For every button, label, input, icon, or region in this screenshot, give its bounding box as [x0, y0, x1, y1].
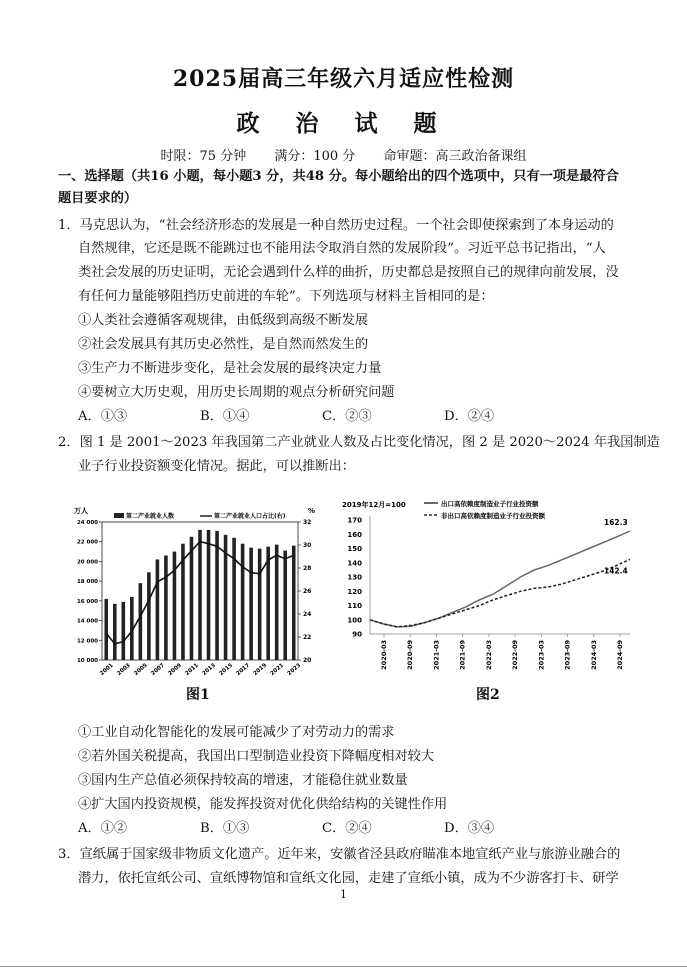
- q1-option-b[interactable]: B．①④: [200, 409, 250, 424]
- fig1-legend-bar: 第二产业就业人数: [126, 513, 175, 520]
- fig2-export-line: [370, 531, 630, 627]
- fig1-x-tick-label: 2001: [99, 662, 115, 677]
- fig1-x-tick-label: 2019: [252, 662, 269, 677]
- fig2-x-tick-label: 2021-03: [432, 640, 441, 670]
- section-heading-cont: 题目要求的）: [58, 191, 138, 206]
- fig2-y-tick-label: 120: [347, 587, 362, 596]
- fig1-right-tick-label: 32: [303, 519, 312, 526]
- fig1-right-tick-label: 28: [303, 565, 312, 572]
- fig1-left-tick-label: 14 000: [76, 618, 98, 625]
- q1-option-c[interactable]: C．②③: [322, 409, 372, 424]
- fig1-bar: [215, 531, 219, 660]
- fig2-x-tick-label: 2021-09: [458, 640, 467, 670]
- figure-2-caption: 图2: [476, 687, 500, 703]
- fig1-left-tick-label: 24 000: [76, 520, 98, 526]
- exam-meta: [0, 145, 687, 164]
- fig1-left-tick-label: 16 000: [76, 598, 98, 605]
- fig1-x-tick-label: 2023: [286, 662, 303, 677]
- fig1-right-tick-label: 20: [303, 657, 312, 664]
- q2-statement-1: ①工业自动化智能化的发展可能减少了对劳动力的需求: [78, 725, 395, 740]
- fig1-bar: [292, 546, 296, 660]
- q1-stem-line: 自然规律，它还是既不能跳过也不能用法令取消自然的发展阶段”。习近平总书记指出，“人: [78, 241, 606, 256]
- fig1-left-tick-label: 12 000: [76, 638, 98, 645]
- fig1-bar: [104, 599, 108, 660]
- q2-statement-4: ④扩大国内投资规模，能发挥投资对优化供给结构的关键性作用: [78, 797, 448, 812]
- subject-title: 政 治 试 题: [236, 110, 451, 137]
- q2-statement-3: ③国内生产总值必须保持较高的增速，才能稳住就业数量: [78, 773, 408, 788]
- q1-option-a[interactable]: A．①③: [78, 409, 128, 424]
- fig2-x-tick-label: 2023-09: [563, 640, 572, 670]
- fig2-x-tick-label: 2022-03: [484, 640, 493, 670]
- fig1-bar: [122, 602, 126, 660]
- fig1-x-tick-label: 2021: [269, 662, 286, 677]
- fig1-bar: [266, 547, 270, 660]
- full-score: 满分：100 分: [274, 149, 356, 164]
- q2-statement-2: ②若外国关税提高，我国出口型制造业投资下降幅度相对较大: [78, 749, 435, 764]
- fig1-legend-bar-swatch: [114, 513, 124, 518]
- q1-statement-2: ②社会发展具有其历史必然性，是自然而然发生的: [78, 337, 369, 352]
- fig1-legend-line: 第二产业就业人口占比(右): [214, 513, 286, 520]
- figure-1-caption: 图1: [186, 687, 210, 703]
- q1-option-d[interactable]: D．②④: [444, 409, 495, 424]
- section-heading: 一、选择题（共16 小题，每小题3 分，共48 分。每小题给出的四个选项中，只有一项是最符合: [58, 169, 619, 184]
- fig2-x-tick-label: 2020-09: [406, 640, 415, 670]
- figure-2-chart: [340, 494, 652, 680]
- q2-option-c[interactable]: C．②④: [322, 821, 372, 836]
- fig2-nonexport-line: [370, 559, 630, 627]
- fig1-x-tick-label: 2003: [116, 662, 132, 677]
- fig1-left-unit: 万人: [74, 507, 88, 515]
- fig2-export-end-label: 162.3: [604, 517, 628, 527]
- fig1-right-tick-label: 30: [303, 542, 312, 549]
- fig1-left-tick-label: 22 000: [76, 539, 98, 546]
- fig1-bar: [275, 545, 279, 660]
- fig1-bar: [198, 530, 202, 660]
- fig1-right-tick-label: 24: [303, 611, 312, 618]
- q1-stem-line: 1．马克思认为，“社会经济形态的发展是一种自然历史过程。一个社会即使探索到了本身运动的: [58, 218, 614, 233]
- fig1-right-tick-label: 22: [303, 634, 312, 641]
- fig1-x-tick-label: 2009: [167, 662, 183, 677]
- fig2-legend-nonexport: 非出口高依赖度制造业子行业投资额: [441, 512, 545, 520]
- fig2-y-tick-label: 130: [347, 573, 362, 582]
- q1-stem-line: 有任何力量能够阻挡历史前进的车轮”。下列选项与材料主旨相同的是：: [78, 289, 494, 304]
- fig2-x-tick-label: 2022-09: [511, 640, 520, 670]
- fig2-y-tick-label: 140: [347, 559, 362, 568]
- fig2-y-tick-label: 170: [347, 516, 362, 525]
- fig1-x-tick-label: 2007: [150, 662, 166, 677]
- fig2-x-tick-label: 2024-09: [616, 640, 624, 670]
- fig1-bar: [241, 544, 245, 660]
- fig2-y-tick-label: 150: [347, 545, 362, 553]
- examiner: 命审题：高三政治备课组: [383, 149, 527, 164]
- fig1-bar: [249, 548, 253, 660]
- fig2-y-tick-label: 110: [347, 602, 362, 610]
- fig1-x-tick-label: 2011: [184, 662, 200, 677]
- fig2-base-note: 2019年12月=100: [342, 501, 406, 509]
- fig2-y-tick-label: 100: [347, 616, 362, 625]
- fig1-bar: [258, 549, 262, 660]
- fig2-legend-export: 出口高依赖度制造业子行业投资额: [441, 500, 539, 508]
- fig1-bar: [283, 551, 287, 660]
- fig2-nonexport-end-label: 142.4: [604, 566, 628, 576]
- fig1-bar: [207, 530, 211, 660]
- fig1-bar: [164, 556, 168, 660]
- fig1-left-tick-label: 20 000: [76, 559, 98, 566]
- q2-stem-line: 业子行业投资额变化情况。据此，可以推断出：: [78, 459, 355, 474]
- exam-title: 2025届高三年级六月适应性检测: [172, 66, 515, 92]
- fig1-x-tick-label: 2013: [201, 662, 217, 677]
- fig1-right-unit: %: [308, 507, 316, 515]
- page-bottom-rule: [0, 966, 687, 967]
- q1-statement-3: ③生产力不断进步变化，是社会发展的最终决定力量: [78, 361, 382, 376]
- q2-stem-line: 2．图 1 是 2001～2023 年我国第二产业就业人数及占比变化情况，图 2 是 2020～2024 年我国制造: [58, 435, 660, 450]
- fig2-x-tick-label: 2023-03: [537, 640, 546, 670]
- q1-stem-line: 类社会发展的历史证明，无论会遇到什么样的曲折，历史都总是按照自己的规律向前发展，没: [78, 265, 619, 280]
- fig1-x-tick-label: 2005: [133, 662, 149, 677]
- q2-option-d[interactable]: D．③④: [444, 821, 495, 836]
- fig2-y-tick-label: 160: [347, 530, 362, 539]
- fig1-bar: [139, 583, 143, 660]
- q1-statement-1: ①人类社会遵循客观规律，由低级到高级不断发展: [78, 313, 369, 328]
- fig1-right-tick-label: 26: [303, 588, 312, 595]
- fig1-x-tick-label: 2015: [218, 662, 235, 677]
- fig1-bar: [190, 537, 194, 660]
- fig2-x-tick-label: 2024-03: [589, 640, 598, 670]
- q2-option-b[interactable]: B．①③: [200, 821, 250, 836]
- time-limit: 时限：75 分钟: [160, 149, 247, 164]
- fig1-bar: [113, 604, 117, 660]
- page-number: 1: [340, 888, 347, 901]
- fig1-bar: [156, 559, 160, 660]
- q3-stem-line: 潜力，依托宣纸公司、宣纸博物馆和宣纸文化园，走建了宣纸小镇，成为不少游客打卡、研学: [78, 871, 619, 886]
- fig2-y-tick-label: 90: [352, 630, 362, 639]
- fig1-left-tick-label: 18 000: [76, 579, 98, 586]
- fig1-bar: [232, 538, 236, 660]
- fig2-x-tick-label: 2020-03: [380, 640, 388, 670]
- fig1-bar: [147, 572, 151, 660]
- q3-stem-line: 3．宣纸属于国家级非物质文化遗产。近年来，安徽省泾县政府瞄准本地宣纸产业与旅游业融合的: [58, 847, 621, 862]
- q2-option-a[interactable]: A．①②: [78, 821, 128, 836]
- figure-1-chart: [62, 502, 322, 682]
- fig1-left-tick-label: 10 000: [76, 658, 98, 664]
- fig1-x-tick-label: 2017: [235, 662, 252, 677]
- q1-statement-4: ④要树立大历史观，用历史长周期的观点分析研究问题: [78, 385, 395, 400]
